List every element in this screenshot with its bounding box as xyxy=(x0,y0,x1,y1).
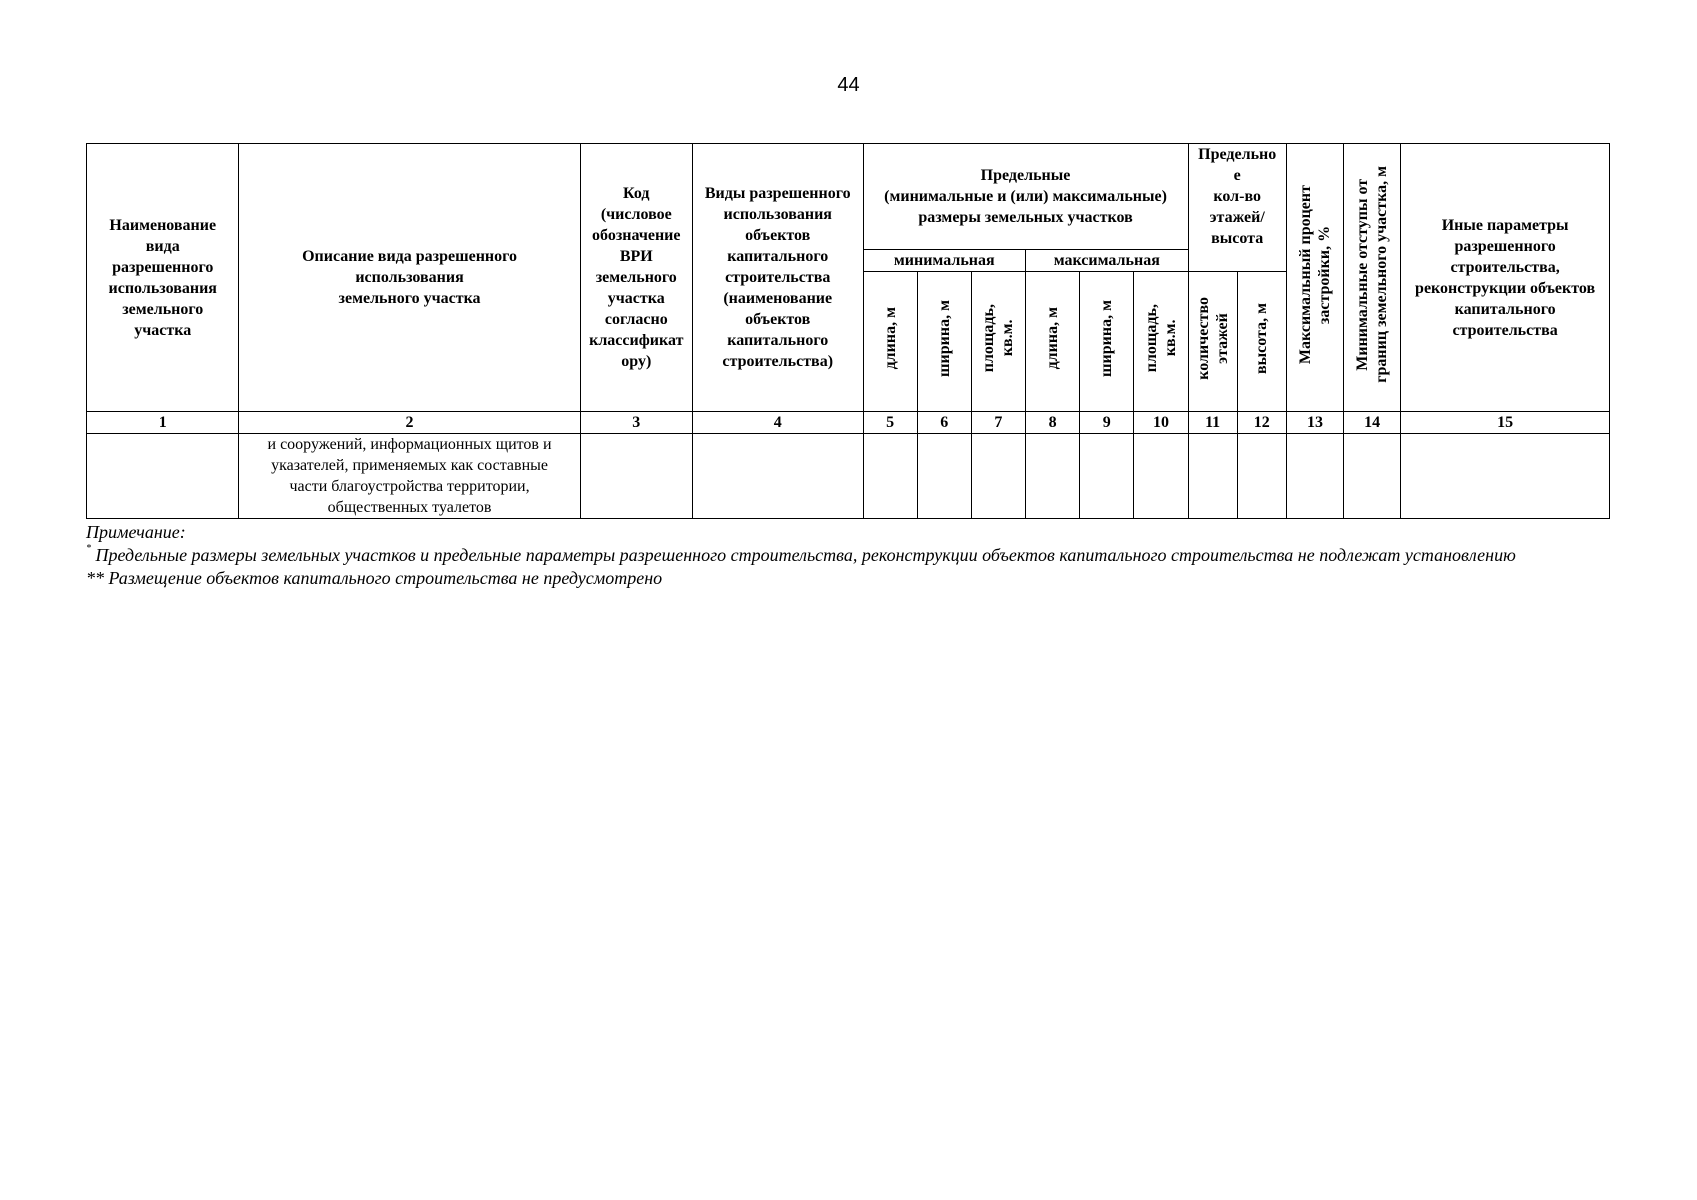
header-max-width-cell xyxy=(1080,272,1134,412)
table-cell xyxy=(1401,434,1610,519)
table-cell xyxy=(1344,434,1401,519)
column-number: 13 xyxy=(1286,412,1343,434)
header-code: Код (числовое обозначение ВРИ земельного участка согласно классификат ору) xyxy=(580,144,692,412)
header-min-setback: Минимальные отступы от границ земельного участка, м xyxy=(1354,166,1391,383)
column-number: 6 xyxy=(917,412,971,434)
table-cell xyxy=(1026,434,1080,519)
column-number: 5 xyxy=(863,412,917,434)
table-cell xyxy=(1286,434,1343,519)
note-star-1-text: Предельные размеры земельных участков и предельные параметры разрешенного строительства, реконструкции объектов капитального строительства не подлежат установлению xyxy=(91,545,1516,565)
header-plot-size-limits: Предельные (минимальные и (или) максимальные) размеры земельных участков xyxy=(863,144,1188,250)
table-cell xyxy=(692,434,863,519)
table-cell xyxy=(580,434,692,519)
header-min-length: длина, м xyxy=(881,307,899,370)
column-number: 14 xyxy=(1344,412,1401,434)
note-star-2: ** Размещение объектов капитального строительства не предусмотрено xyxy=(86,568,663,588)
notes xyxy=(86,521,1610,590)
header-min-area: площадь, кв.м. xyxy=(980,304,1017,373)
header-use-name: Наименование вида разрешенного использования земельного участка xyxy=(87,144,239,412)
header-use-description: Описание вида разрешенного использования земельного участка xyxy=(239,144,580,412)
column-number: 1 xyxy=(87,412,239,434)
header-height-cell xyxy=(1237,272,1286,412)
notes-title: Примечание: xyxy=(86,522,186,542)
header-min-length-cell xyxy=(863,272,917,412)
header-minimum: минимальная xyxy=(863,250,1026,272)
table-row xyxy=(87,434,1610,519)
header-min-setback-cell xyxy=(1344,144,1401,412)
column-number: 12 xyxy=(1237,412,1286,434)
header-max-width: ширина, м xyxy=(1098,300,1116,377)
column-number: 15 xyxy=(1401,412,1610,434)
header-max-length-cell xyxy=(1026,272,1080,412)
header-construction-types: Виды разрешенного использования объектов капитального строительства (наименование объектов капитального строительства) xyxy=(692,144,863,412)
column-number: 3 xyxy=(580,412,692,434)
table-cell xyxy=(863,434,917,519)
table-cell xyxy=(1188,434,1237,519)
header-floors-count-cell xyxy=(1188,272,1237,412)
column-number: 10 xyxy=(1134,412,1188,434)
header-max-length: длина, м xyxy=(1044,307,1062,370)
page-number: 44 xyxy=(837,74,860,96)
column-numbers-row xyxy=(87,412,1610,434)
column-number: 9 xyxy=(1080,412,1134,434)
column-number: 7 xyxy=(971,412,1025,434)
table-cell xyxy=(1080,434,1134,519)
column-number: 2 xyxy=(239,412,580,434)
column-number: 8 xyxy=(1026,412,1080,434)
row-description: и сооружений, информационных щитов и указателей, применяемых как составные части благоустройства территории, общественных туалетов xyxy=(239,434,580,519)
column-number: 11 xyxy=(1188,412,1237,434)
table-cell xyxy=(87,434,239,519)
header-min-width-cell xyxy=(917,272,971,412)
note-star-1 xyxy=(86,544,1610,567)
header-max-percent: Максимальный процент застройки, % xyxy=(1296,184,1333,365)
header-min-width: ширина, м xyxy=(935,300,953,377)
table-cell xyxy=(1134,434,1188,519)
regulations-table xyxy=(86,143,1610,519)
header-height: высота, м xyxy=(1253,303,1271,374)
table-cell xyxy=(917,434,971,519)
header-max-area: площадь, кв.м. xyxy=(1142,304,1179,373)
header-max-percent-cell xyxy=(1286,144,1343,412)
header-floors-count: количество этажей xyxy=(1194,297,1231,380)
header-max-area-cell xyxy=(1134,272,1188,412)
header-other-params: Иные параметры разрешенного строительства, реконструкции объектов капитального строительства xyxy=(1401,144,1610,412)
column-number: 4 xyxy=(692,412,863,434)
table-cell xyxy=(971,434,1025,519)
header-maximum: максимальная xyxy=(1026,250,1189,272)
table-cell xyxy=(1237,434,1286,519)
header-floors-height: Предельно е кол-во этажей/ высота xyxy=(1188,144,1286,272)
note-star-1-mark: * xyxy=(86,543,91,554)
header-min-area-cell xyxy=(971,272,1025,412)
